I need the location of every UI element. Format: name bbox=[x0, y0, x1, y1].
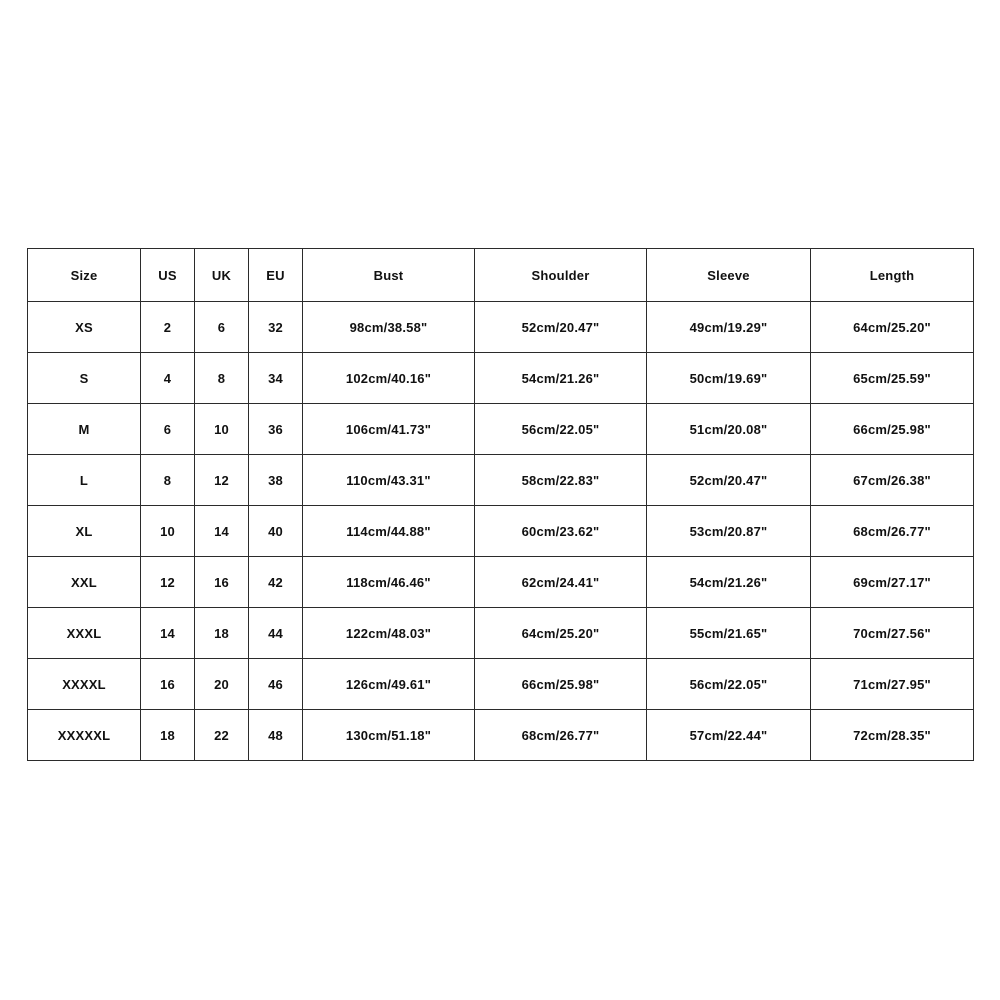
column-header-shoulder: Shoulder bbox=[475, 249, 647, 302]
column-header-us: US bbox=[141, 249, 195, 302]
cell-bust: 118cm/46.46" bbox=[303, 557, 475, 608]
cell-size: XL bbox=[28, 506, 141, 557]
column-header-eu: EU bbox=[249, 249, 303, 302]
size-chart-table bbox=[27, 248, 974, 761]
cell-sleeve: 49cm/19.29" bbox=[647, 302, 811, 353]
table-row bbox=[28, 608, 974, 659]
cell-length: 67cm/26.38" bbox=[811, 455, 974, 506]
cell-sleeve: 53cm/20.87" bbox=[647, 506, 811, 557]
cell-bust: 102cm/40.16" bbox=[303, 353, 475, 404]
column-header-uk: UK bbox=[195, 249, 249, 302]
cell-shoulder: 54cm/21.26" bbox=[475, 353, 647, 404]
cell-eu: 40 bbox=[249, 506, 303, 557]
cell-shoulder: 62cm/24.41" bbox=[475, 557, 647, 608]
cell-sleeve: 50cm/19.69" bbox=[647, 353, 811, 404]
cell-size: XXXL bbox=[28, 608, 141, 659]
table-header-row bbox=[28, 249, 974, 302]
cell-eu: 32 bbox=[249, 302, 303, 353]
cell-uk: 20 bbox=[195, 659, 249, 710]
table-header bbox=[28, 249, 974, 302]
cell-bust: 130cm/51.18" bbox=[303, 710, 475, 761]
cell-eu: 42 bbox=[249, 557, 303, 608]
cell-bust: 110cm/43.31" bbox=[303, 455, 475, 506]
table-row bbox=[28, 353, 974, 404]
cell-shoulder: 56cm/22.05" bbox=[475, 404, 647, 455]
cell-length: 66cm/25.98" bbox=[811, 404, 974, 455]
cell-us: 12 bbox=[141, 557, 195, 608]
cell-eu: 36 bbox=[249, 404, 303, 455]
table-row bbox=[28, 404, 974, 455]
cell-us: 8 bbox=[141, 455, 195, 506]
cell-sleeve: 51cm/20.08" bbox=[647, 404, 811, 455]
table-row bbox=[28, 710, 974, 761]
column-header-bust: Bust bbox=[303, 249, 475, 302]
cell-us: 10 bbox=[141, 506, 195, 557]
table-row bbox=[28, 659, 974, 710]
cell-size: M bbox=[28, 404, 141, 455]
cell-sleeve: 52cm/20.47" bbox=[647, 455, 811, 506]
cell-shoulder: 66cm/25.98" bbox=[475, 659, 647, 710]
cell-us: 14 bbox=[141, 608, 195, 659]
cell-eu: 34 bbox=[249, 353, 303, 404]
cell-bust: 122cm/48.03" bbox=[303, 608, 475, 659]
cell-shoulder: 68cm/26.77" bbox=[475, 710, 647, 761]
cell-size: L bbox=[28, 455, 141, 506]
cell-us: 6 bbox=[141, 404, 195, 455]
table-row bbox=[28, 455, 974, 506]
cell-us: 4 bbox=[141, 353, 195, 404]
cell-size: XXXXXL bbox=[28, 710, 141, 761]
cell-length: 68cm/26.77" bbox=[811, 506, 974, 557]
table-row bbox=[28, 557, 974, 608]
cell-eu: 44 bbox=[249, 608, 303, 659]
cell-shoulder: 58cm/22.83" bbox=[475, 455, 647, 506]
cell-eu: 38 bbox=[249, 455, 303, 506]
cell-uk: 18 bbox=[195, 608, 249, 659]
cell-length: 69cm/27.17" bbox=[811, 557, 974, 608]
column-header-sleeve: Sleeve bbox=[647, 249, 811, 302]
cell-shoulder: 60cm/23.62" bbox=[475, 506, 647, 557]
table-row bbox=[28, 302, 974, 353]
cell-eu: 48 bbox=[249, 710, 303, 761]
cell-length: 70cm/27.56" bbox=[811, 608, 974, 659]
cell-bust: 106cm/41.73" bbox=[303, 404, 475, 455]
column-header-length: Length bbox=[811, 249, 974, 302]
cell-bust: 126cm/49.61" bbox=[303, 659, 475, 710]
cell-shoulder: 52cm/20.47" bbox=[475, 302, 647, 353]
cell-sleeve: 55cm/21.65" bbox=[647, 608, 811, 659]
cell-us: 18 bbox=[141, 710, 195, 761]
table-body bbox=[28, 302, 974, 761]
size-chart-container bbox=[27, 248, 973, 761]
cell-bust: 114cm/44.88" bbox=[303, 506, 475, 557]
cell-size: S bbox=[28, 353, 141, 404]
cell-sleeve: 54cm/21.26" bbox=[647, 557, 811, 608]
cell-us: 2 bbox=[141, 302, 195, 353]
cell-uk: 22 bbox=[195, 710, 249, 761]
cell-length: 65cm/25.59" bbox=[811, 353, 974, 404]
cell-length: 64cm/25.20" bbox=[811, 302, 974, 353]
column-header-size: Size bbox=[28, 249, 141, 302]
cell-bust: 98cm/38.58" bbox=[303, 302, 475, 353]
cell-uk: 6 bbox=[195, 302, 249, 353]
cell-uk: 12 bbox=[195, 455, 249, 506]
cell-length: 71cm/27.95" bbox=[811, 659, 974, 710]
cell-sleeve: 56cm/22.05" bbox=[647, 659, 811, 710]
cell-size: XXL bbox=[28, 557, 141, 608]
cell-us: 16 bbox=[141, 659, 195, 710]
cell-size: XXXXL bbox=[28, 659, 141, 710]
cell-uk: 8 bbox=[195, 353, 249, 404]
cell-length: 72cm/28.35" bbox=[811, 710, 974, 761]
cell-shoulder: 64cm/25.20" bbox=[475, 608, 647, 659]
cell-uk: 14 bbox=[195, 506, 249, 557]
cell-uk: 16 bbox=[195, 557, 249, 608]
cell-size: XS bbox=[28, 302, 141, 353]
cell-eu: 46 bbox=[249, 659, 303, 710]
table-row bbox=[28, 506, 974, 557]
cell-uk: 10 bbox=[195, 404, 249, 455]
cell-sleeve: 57cm/22.44" bbox=[647, 710, 811, 761]
